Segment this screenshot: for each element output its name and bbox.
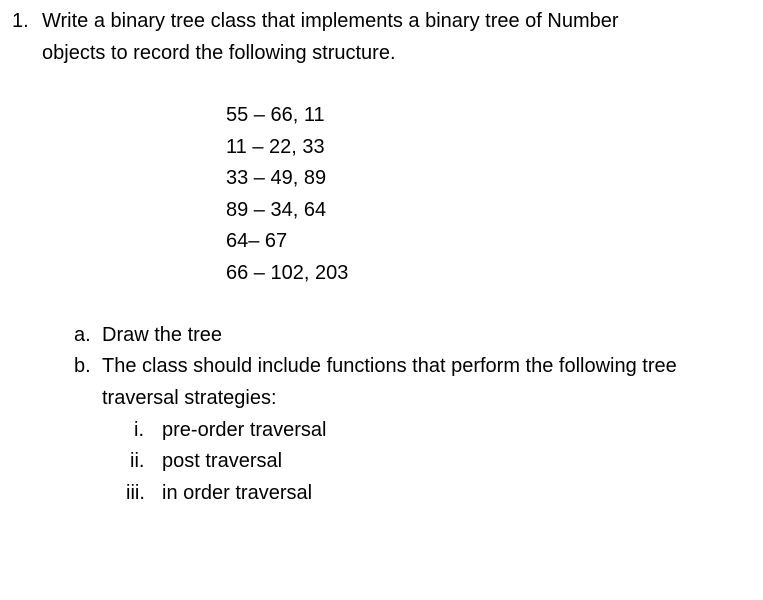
part-b-text-line-1: The class should include functions that perform the following tree <box>102 355 677 377</box>
structure-line: 64– 67 <box>226 230 288 252</box>
part-a-marker: a. <box>74 324 91 346</box>
question-number: 1. <box>12 10 29 32</box>
question-text-line-1: Write a binary tree class that implements a binary tree of Number <box>42 10 619 32</box>
traversal-item-text: in order traversal <box>162 482 313 504</box>
traversal-item-marker: ii. <box>130 450 145 472</box>
traversal-item-text: post traversal <box>162 450 283 472</box>
part-b-marker: b. <box>74 355 91 377</box>
structure-line: 89 – 34, 64 <box>226 199 327 221</box>
traversal-item-text: pre-order traversal <box>162 419 327 441</box>
structure-line: 33 – 49, 89 <box>226 167 327 189</box>
structure-line: 11 – 22, 33 <box>226 136 325 158</box>
structure-line: 66 – 102, 203 <box>226 262 349 284</box>
structure-line: 55 – 66, 11 <box>226 104 325 126</box>
traversal-item-marker: iii. <box>126 482 145 504</box>
question-text-line-2: objects to record the following structure. <box>42 42 396 64</box>
traversal-item-marker: i. <box>134 419 144 441</box>
part-b-text-line-2: traversal strategies: <box>102 387 277 409</box>
part-a-text: Draw the tree <box>102 324 223 346</box>
